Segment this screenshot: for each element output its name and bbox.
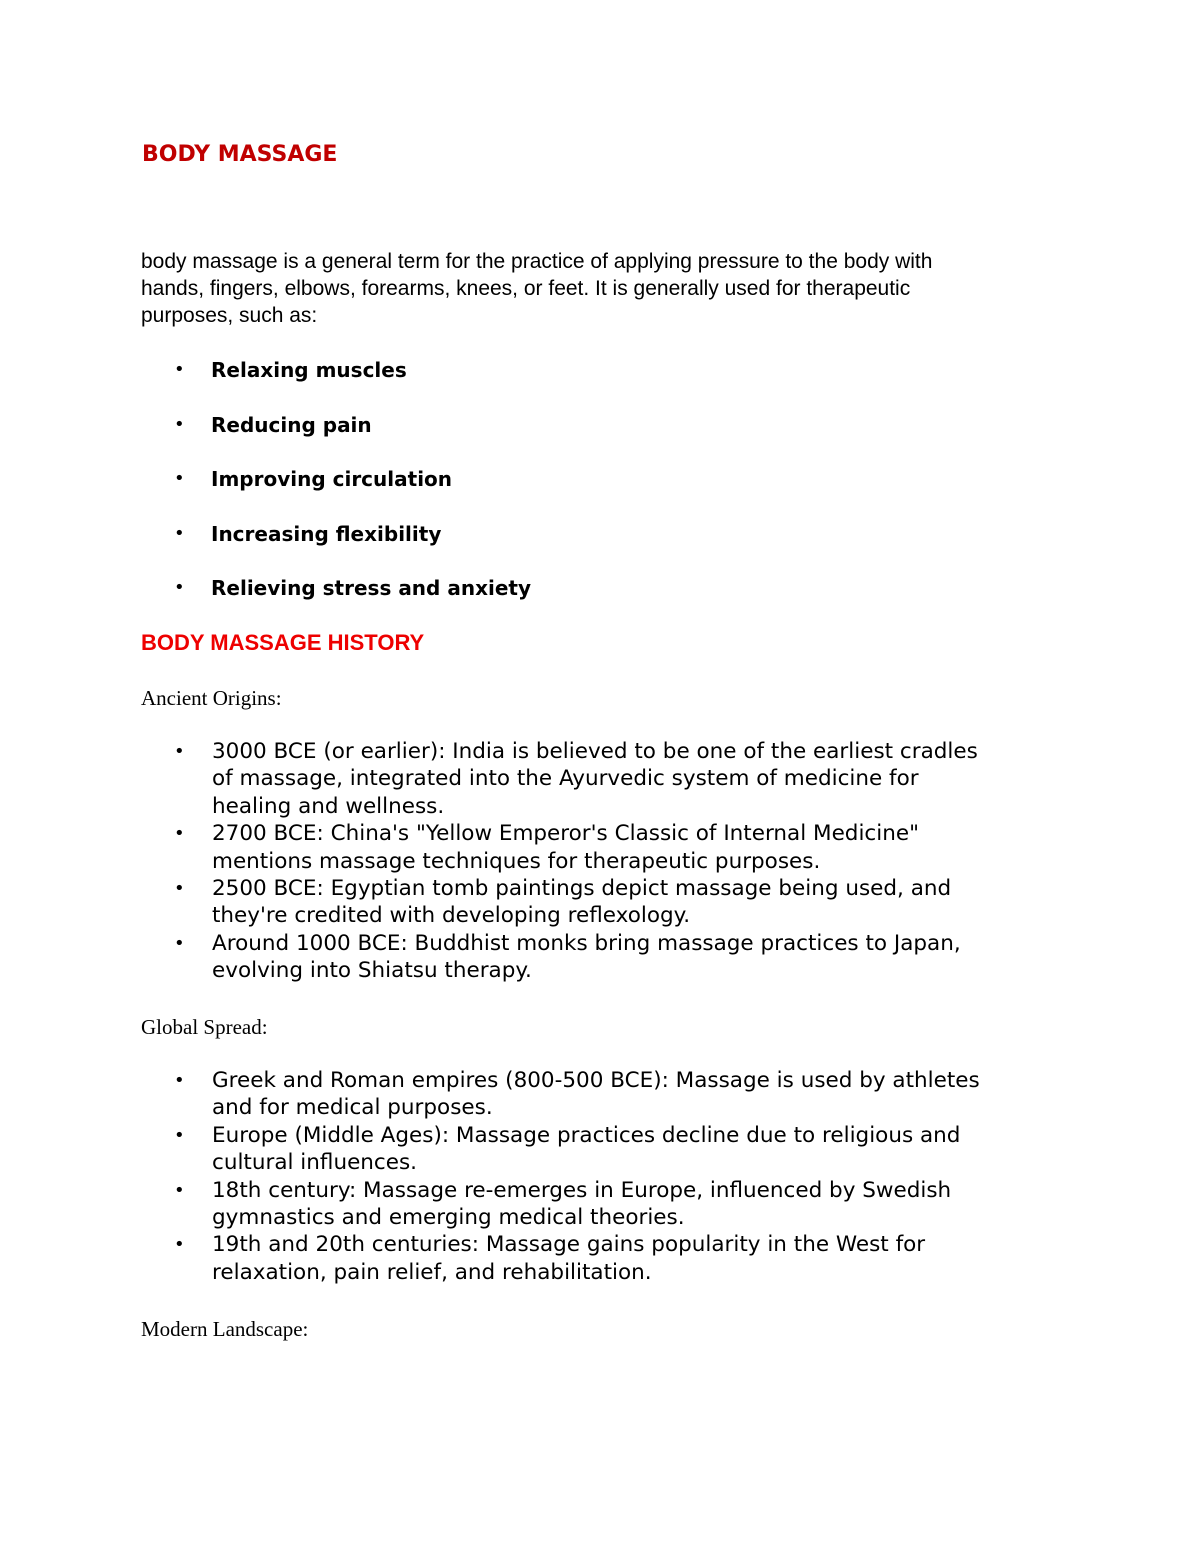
history-item-text xyxy=(212,1231,1072,1286)
intro-paragraph xyxy=(141,248,1061,329)
global-spread-heading: Global Spread: xyxy=(141,1015,268,1039)
ancient-origins-heading: Ancient Origins: xyxy=(141,686,282,710)
global-spread-list xyxy=(0,1067,1100,1286)
intro-line: purposes, such as: xyxy=(141,304,318,327)
list-item xyxy=(0,1067,1100,1122)
bullet-icon: • xyxy=(174,823,185,845)
history-item-text xyxy=(212,738,1072,820)
history-line: 2700 BCE: China's "Yellow Emperor's Classic of Internal Medicine" xyxy=(212,821,919,847)
modern-landscape-heading: Modern Landscape: xyxy=(141,1317,309,1341)
bullet-icon: • xyxy=(174,359,185,380)
ancient-origins-list xyxy=(0,738,1100,985)
history-item-text xyxy=(212,1067,1072,1122)
history-line: 19th and 20th centuries: Massage gains popularity in the West for xyxy=(212,1232,926,1258)
history-line: Europe (Middle Ages): Massage practices decline due to religious and xyxy=(212,1122,961,1148)
bullet-icon: • xyxy=(174,741,185,762)
history-line: healing and wellness. xyxy=(212,793,445,819)
history-item-text xyxy=(212,1122,1072,1177)
document-title: BODY MASSAGE xyxy=(142,142,338,167)
history-line: 18th century: Massage re-emerges in Europe, influenced by Swedish xyxy=(212,1177,952,1203)
list-item xyxy=(0,1231,1100,1286)
intro-line: body massage is a general term for the practice of applying pressure to the body with xyxy=(141,250,933,273)
benefit-text: Increasing flexibility xyxy=(211,522,442,546)
history-line: of massage, integrated into the Ayurvedic system of medicine for xyxy=(212,766,919,792)
history-item-text xyxy=(212,820,1072,875)
list-item xyxy=(0,738,1100,820)
list-item xyxy=(0,1122,1100,1177)
history-line: mentions massage techniques for therapeutic purposes. xyxy=(212,848,821,874)
history-line: Around 1000 BCE: Buddhist monks bring massage practices to Japan, xyxy=(212,930,961,956)
history-line: 3000 BCE (or earlier): India is believed to be one of the earliest cradles xyxy=(212,739,978,764)
history-item-text xyxy=(212,930,1072,985)
benefit-text: Reducing pain xyxy=(211,413,372,437)
history-line: relaxation, pain relief, and rehabilitation. xyxy=(212,1259,652,1285)
bullet-icon: • xyxy=(174,878,185,900)
history-line: evolving into Shiatsu therapy. xyxy=(212,958,532,984)
history-line: cultural influences. xyxy=(212,1150,418,1176)
benefit-text: Relieving stress and anxiety xyxy=(211,576,531,600)
history-line: they're credited with developing reflexology. xyxy=(212,903,691,929)
bullet-icon: • xyxy=(174,577,185,598)
list-item xyxy=(0,930,1100,985)
bullet-icon: • xyxy=(174,1234,185,1256)
bullet-icon: • xyxy=(174,468,185,489)
history-line: gymnastics and emerging medical theories. xyxy=(212,1205,685,1231)
history-item-text xyxy=(212,875,1072,930)
bullet-icon: • xyxy=(174,1070,185,1091)
bullet-icon: • xyxy=(174,523,185,544)
bullet-icon: • xyxy=(174,932,185,954)
intro-line: hands, fingers, elbows, forearms, knees, or feet. It is generally used for therapeutic xyxy=(141,277,911,300)
list-item xyxy=(0,1177,1100,1232)
bullet-icon: • xyxy=(174,414,185,435)
history-line: and for medical purposes. xyxy=(212,1095,493,1121)
bullet-icon: • xyxy=(174,1124,185,1146)
bullet-icon: • xyxy=(174,1179,185,1201)
list-item xyxy=(0,820,1100,875)
history-line: 2500 BCE: Egyptian tomb paintings depict massage being used, and xyxy=(212,876,952,902)
history-heading: BODY MASSAGE HISTORY xyxy=(141,630,425,655)
history-line: Greek and Roman empires (800-500 BCE): Massage is used by athletes xyxy=(212,1068,980,1093)
benefit-text: Relaxing muscles xyxy=(211,358,407,382)
list-item xyxy=(0,875,1100,930)
benefit-text: Improving circulation xyxy=(211,467,453,491)
history-item-text xyxy=(212,1177,1072,1232)
